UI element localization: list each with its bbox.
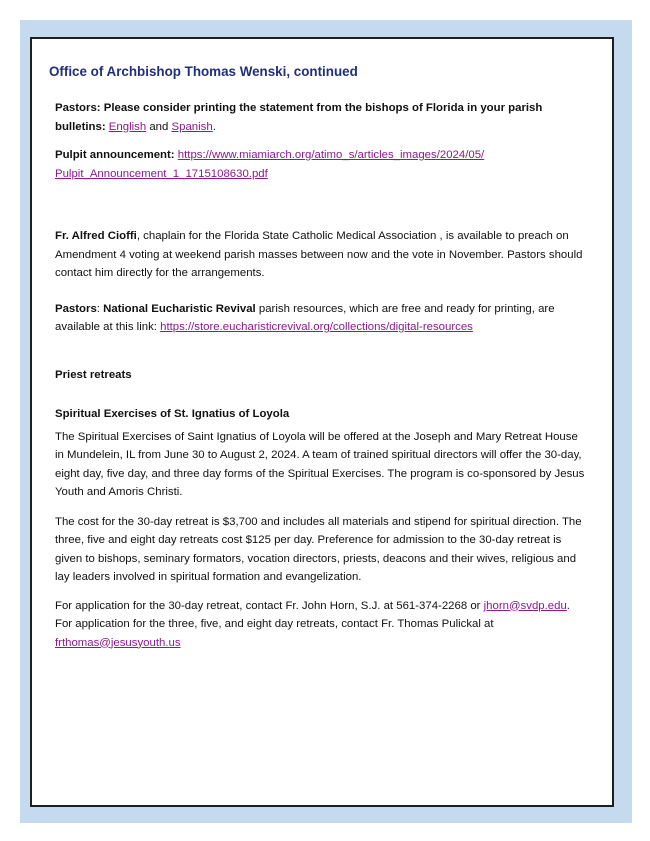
email-link-jhorn[interactable]: jhorn@svdp.edu (483, 599, 567, 612)
pulpit-link-line2[interactable]: Pulpit_Announcement_1_1715108630.pdf (55, 167, 268, 180)
revival-link[interactable]: https://store.eucharisticrevival.org/collections/digital-resources (160, 321, 473, 333)
revival-name: National Eucharistic Revival (103, 302, 256, 315)
contact-text-2: . For application for the three, five, and eight day retreats, contact Fr. Thomas Pulickal at (55, 599, 570, 630)
revival-text: parish resources, which are free and ready for printing, are available at this link: (55, 302, 555, 333)
retreats-paragraph-1: The Spiritual Exercises of Saint Ignatius of Loyola will be offered at the Joseph and Mary Retreat House in Mundelein, IL from June 30 to August 2, 2024. A team of trained spiritual directors will offer the 30-day, eight day, five day, and three day forms of the Spiritual Exercises. The program is co-sponsored by Jesus Youth and Amoris Christi. (55, 430, 585, 498)
and-text: and (149, 120, 169, 133)
contact-text-1: For application for the 30-day retreat, contact Fr. John Horn, S.J. at 561-374-2268 or (55, 599, 481, 612)
spanish-link[interactable]: Spanish (171, 120, 213, 133)
page-title: Office of Archbishop Thomas Wenski, continued (49, 64, 358, 79)
pulpit-paragraph (55, 146, 585, 183)
document-body (55, 99, 585, 652)
statement-paragraph (55, 99, 585, 136)
cioffi-text: , chaplain for the Florida State Catholic Medical Association , is available to preach on Amendment 4 voting at weekend parish masses between now and the vote in November. Pastors should contact him directly for the arrangements. (55, 230, 583, 279)
pulpit-label: Pulpit announcement: (55, 149, 175, 161)
revival-label: Pastors (55, 302, 97, 315)
revival-colon: : (96, 302, 104, 315)
revival-paragraph (55, 300, 585, 337)
statement-end: . (212, 120, 216, 133)
cioffi-paragraph (55, 227, 585, 283)
cioffi-name: Fr. Alfred Cioffi (55, 230, 137, 242)
document-page (30, 37, 614, 807)
english-link[interactable]: English (108, 120, 147, 133)
statement-text: Pastors: Please consider printing the statement from the bishops of Florida in your parish bulletins: (55, 102, 543, 133)
pulpit-link-line1[interactable]: https://www.miamiarch.org/atimo_s/articles_images/2024/05/ (177, 149, 485, 161)
contact-paragraph (55, 597, 585, 653)
retreats-heading: Priest retreats (55, 368, 132, 381)
email-link-frthomas[interactable]: frthomas@jesusyouth.us (55, 636, 181, 649)
retreats-paragraph-2: The cost for the 30-day retreat is $3,700 and includes all materials and stipend for spiritual direction. The three, five and eight day retreats cost $125 per day. Preference for admission to the 30-day retreat is given to bishops, seminary formators, vocation directors, priests, deacons and their wives, religious and lay leaders involved in spiritual formation and evangelization. (55, 515, 582, 583)
retreats-subheading: Spiritual Exercises of St. Ignatius of Loyola (55, 408, 290, 420)
